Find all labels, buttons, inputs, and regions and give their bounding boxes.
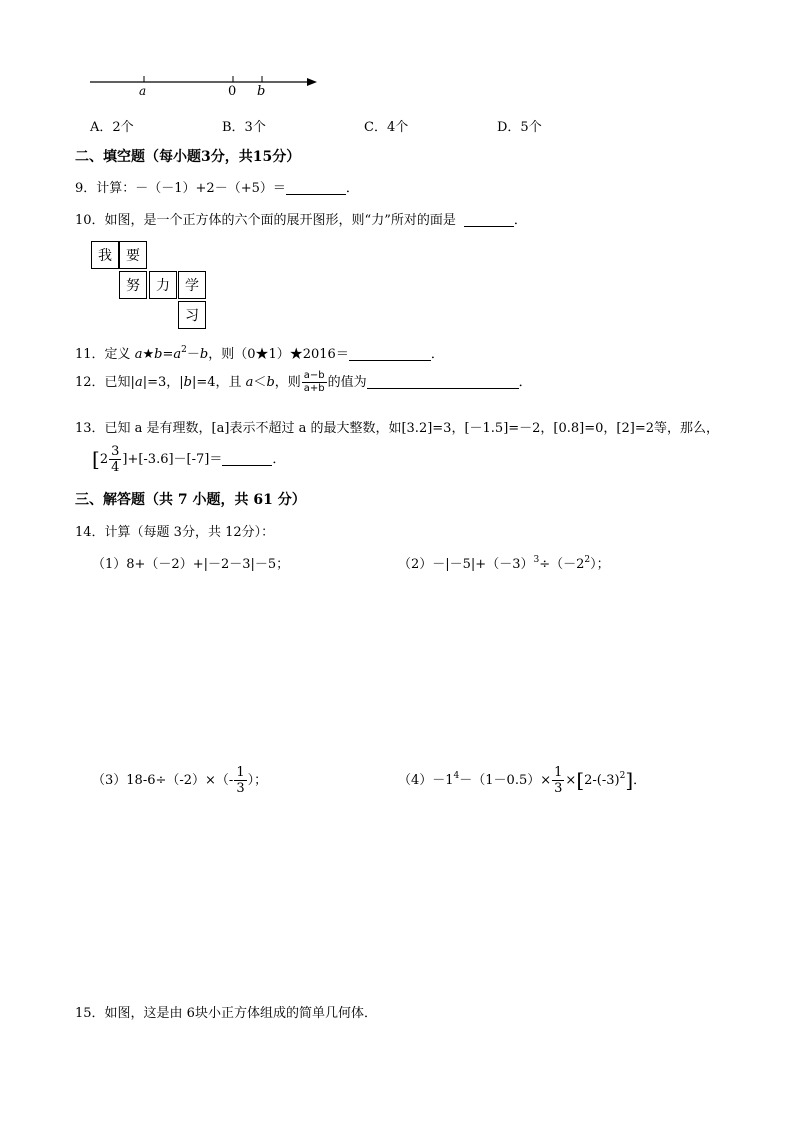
q12-numerator: a−b xyxy=(303,370,325,381)
q11-exp: 2 xyxy=(181,345,187,355)
numberline-label-b: b xyxy=(257,84,266,99)
q12-text-c: |=4，且 xyxy=(191,375,246,390)
q12-fraction xyxy=(302,371,327,394)
q14-part-4 xyxy=(398,766,646,795)
q13-rest: ]+[-3.6]－[-7]＝ xyxy=(122,452,223,467)
option-c: C．4个 xyxy=(364,120,409,135)
q9-text: 9．计算：－（－1）+2－（+5）＝ xyxy=(75,181,286,196)
q13-whole: 2 xyxy=(99,452,109,467)
q12-var-b: b xyxy=(183,375,192,390)
numberline-label-0: 0 xyxy=(228,84,237,99)
q11-var-b2: b xyxy=(199,347,209,362)
q13-denominator: 4 xyxy=(111,460,120,475)
q11-text: ，则（0★1）★2016＝ xyxy=(208,347,349,362)
q13-end: ． xyxy=(272,452,286,467)
q13-answer-blank[interactable] xyxy=(222,451,272,466)
q12-text-b: |=3，| xyxy=(142,375,184,390)
numberline-label-a: a xyxy=(139,84,147,98)
option-a: A．2个 xyxy=(90,120,134,135)
q14-2-a: （2）－|－5|+（－3） xyxy=(398,557,534,572)
q12-answer-blank[interactable] xyxy=(367,374,519,389)
net-cell-wo: 我 xyxy=(91,241,119,269)
q14-4-fraction xyxy=(552,766,564,795)
q10-text: 10．如图，是一个正方体的六个面的展开图形，则“力”所对的面是 xyxy=(75,213,456,228)
q14-4-b: －（1－0.5）× xyxy=(459,773,552,788)
q14-4-right-bracket: ] xyxy=(625,768,634,792)
number-line xyxy=(85,72,325,102)
q13-left-bracket: [ xyxy=(92,447,100,471)
question-13-line2 xyxy=(92,445,285,474)
q14-4-a: （4）－1 xyxy=(398,773,454,788)
q12-value-text: 的值为 xyxy=(327,375,367,390)
q12-var-a2: a xyxy=(245,375,254,390)
q11-star: ★ xyxy=(142,347,155,362)
question-13-line1: 13．已知 a 是有理数，[a]表示不超过 a 的最大整数，如[3.2]=3，[－1.5]=－2，[0.8]=0，[2]=2等，那么， xyxy=(75,421,719,436)
question-15: 15．如图，这是由 6块小正方体组成的简单几何体． xyxy=(75,1006,377,1021)
q11-eq: = xyxy=(162,347,174,362)
net-cell-yao: 要 xyxy=(119,241,147,269)
q14-part-3 xyxy=(92,766,267,795)
q14-4-numerator: 1 xyxy=(554,765,563,780)
question-14: 14．计算（每题 3分，共 12分）： xyxy=(75,525,275,540)
q14-4-exp2: 2 xyxy=(619,771,626,781)
q13-numerator: 3 xyxy=(111,444,120,459)
q14-3-a: （3）18-6÷（-2）×（- xyxy=(92,773,234,788)
net-cell-xi: 习 xyxy=(178,301,206,329)
q11-prefix: 11．定义 xyxy=(75,347,135,362)
q11-answer-blank[interactable] xyxy=(349,346,431,361)
q11-end: ． xyxy=(430,347,444,362)
q14-4-denominator: 3 xyxy=(554,781,563,796)
q12-lt: ＜ xyxy=(253,375,267,390)
q14-2-b: ÷（－2 xyxy=(539,557,585,572)
q11-var-a2: a xyxy=(173,347,182,362)
net-cell-li: 力 xyxy=(149,271,177,299)
q14-4-exp1: 4 xyxy=(453,771,460,781)
question-10 xyxy=(75,209,527,228)
q14-2-c: ）； xyxy=(590,557,610,572)
option-d: D．5个 xyxy=(497,120,542,135)
q14-3-numerator: 1 xyxy=(236,765,245,780)
q9-answer-blank[interactable] xyxy=(286,180,346,195)
q14-3-b: ）； xyxy=(247,773,268,788)
q13-fraction xyxy=(109,445,121,474)
q11-var-b: b xyxy=(154,347,163,362)
q14-2-exp2: 2 xyxy=(584,555,591,565)
net-cell-nu: 努 xyxy=(119,271,147,299)
q14-4-end: ． xyxy=(633,773,647,788)
section-heading-fill-blank: 二、填空题（每小题3分，共15分） xyxy=(75,149,301,165)
q12-denominator: a+b xyxy=(303,383,325,394)
q14-3-denominator: 3 xyxy=(236,781,245,796)
q10-end: ． xyxy=(513,213,527,228)
option-b: B．3个 xyxy=(222,120,266,135)
q12-var-a: a xyxy=(134,375,143,390)
question-12 xyxy=(75,371,532,394)
q14-4-inner: 2-(-3) xyxy=(584,773,620,788)
net-cell-xue: 学 xyxy=(178,271,206,299)
q10-answer-blank[interactable] xyxy=(464,212,514,227)
q12-prefix: 12．已知| xyxy=(75,375,135,390)
q9-end: ． xyxy=(345,181,359,196)
section-heading-solve: 三、解答题（共 7 小题，共 61 分） xyxy=(75,492,306,508)
q11-var-a: a xyxy=(134,347,143,362)
q14-3-fraction xyxy=(234,766,246,795)
q12-end: ． xyxy=(518,375,532,390)
q14-part-2 xyxy=(398,553,610,572)
q14-2-exp1: 3 xyxy=(533,555,540,565)
q14-4-left-bracket: [ xyxy=(576,768,585,792)
q12-then: ，则 xyxy=(274,375,301,390)
q11-minus: － xyxy=(186,347,200,362)
question-9 xyxy=(75,177,359,196)
question-11 xyxy=(75,343,444,362)
q14-4-times: × xyxy=(565,773,577,788)
q12-var-b2: b xyxy=(266,375,275,390)
q14-part-1: （1）8+（－2）+|－2－3|－5； xyxy=(92,557,290,572)
